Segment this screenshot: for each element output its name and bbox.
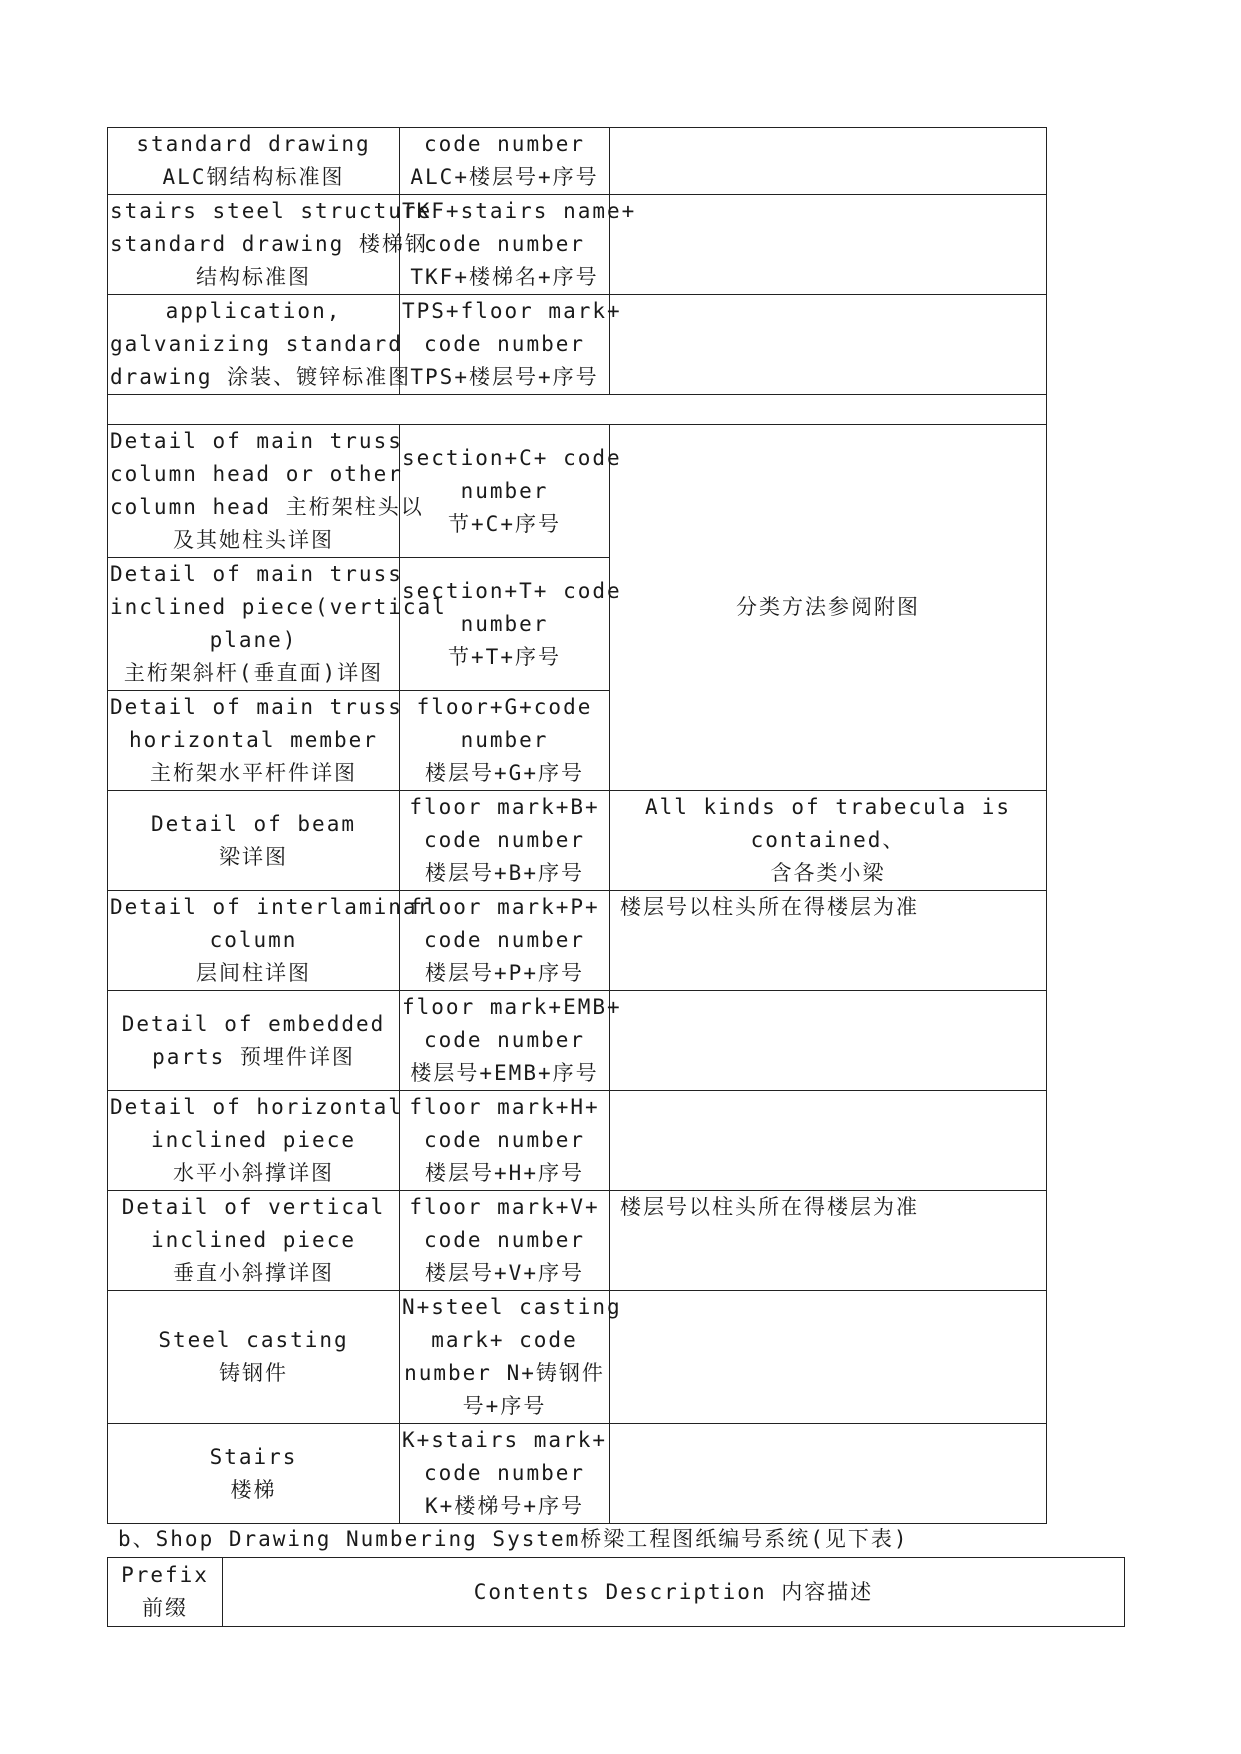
code-format-cell-line: number: [460, 611, 549, 636]
table-row: [108, 791, 1047, 891]
drawing-type-cell-line: plane): [209, 628, 298, 652]
code-format-cell-line: code number: [423, 1228, 586, 1252]
code-format-cell-line: code number: [423, 828, 586, 852]
note-cell-line: 楼层号以柱头所在得楼层为准: [620, 895, 919, 919]
prefix-label-zh: 前缀: [142, 1596, 188, 1620]
drawing-type-cell: [108, 1091, 403, 1191]
note-cell: [610, 991, 1047, 1091]
code-format-cell-line: floor mark+H+: [409, 1095, 600, 1119]
prefix-label-en: Prefix: [121, 1563, 209, 1587]
code-format-cell-line: code number: [423, 1461, 586, 1485]
code-format-cell: [400, 891, 610, 991]
code-format-cell-line: code number: [423, 928, 586, 952]
code-format-cell-line: 楼层号+B+序号: [425, 861, 584, 885]
table-row: [108, 1424, 1047, 1524]
code-format-cell-line: number N+铸钢件: [404, 1361, 605, 1385]
drawing-type-cell-line: 梁详图: [219, 844, 288, 869]
code-format-cell-line: floor mark+V+: [409, 1195, 600, 1219]
code-format-cell-line: K+stairs mark+: [402, 1428, 608, 1452]
drawing-type-cell-line: Detail of main truss: [110, 562, 403, 586]
code-format-cell: [400, 1291, 622, 1424]
drawing-type-cell-line: Detail of interlaminar: [110, 895, 433, 919]
note-cell: [610, 791, 1047, 891]
table-row: [108, 891, 1047, 991]
note-cell: [610, 891, 1047, 991]
drawing-type-cell-line: inclined piece: [150, 1228, 356, 1252]
code-format-cell: [400, 425, 622, 558]
code-format-cell-line: section+C+ code: [402, 445, 622, 470]
code-format-cell: [400, 991, 622, 1091]
code-format-cell-line: 楼层号+EMB+序号: [410, 1061, 599, 1085]
section-caption: b、Shop Drawing Numbering System桥梁工程图纸编号系统(见下表): [118, 1527, 909, 1551]
drawing-type-cell-line: 铸钢件: [219, 1361, 288, 1385]
separator-row: [108, 395, 1047, 425]
prefix-header-cell: [108, 1558, 223, 1627]
code-format-cell-line: code number: [423, 1128, 586, 1152]
code-format-cell: [400, 791, 610, 891]
merged-note-text: 分类方法参阅附图: [736, 595, 920, 619]
drawing-type-cell-line: standard drawing 楼梯钢: [110, 232, 428, 256]
note-cell: [610, 1091, 1047, 1191]
drawing-type-cell-line: 楼梯: [230, 1477, 277, 1502]
code-format-cell-line: code number: [423, 132, 586, 156]
table-row: [108, 1191, 1047, 1291]
code-format-cell: [400, 1424, 610, 1524]
drawing-type-cell: [108, 991, 400, 1091]
drawing-type-cell: [108, 128, 400, 195]
drawing-type-cell-line: column: [209, 928, 298, 952]
drawing-type-cell-line: standard drawing: [136, 132, 371, 156]
drawing-type-cell-line: inclined piece(vertical: [110, 595, 447, 619]
drawing-numbering-table: [107, 127, 1047, 1524]
table-row: [108, 991, 1047, 1091]
drawing-type-cell-line: column head 主桁架柱头以: [110, 495, 424, 519]
drawing-type-cell-line: Detail of beam: [150, 811, 356, 836]
code-format-cell-line: TPS+floor mark+: [402, 299, 622, 323]
drawing-type-cell-line: galvanizing standard: [110, 332, 403, 356]
drawing-type-cell-line: 主桁架斜杆(垂直面)详图: [123, 661, 384, 685]
note-cell: [610, 1291, 1047, 1424]
drawing-type-cell-line: 及其她柱头详图: [173, 528, 334, 552]
drawing-type-cell-line: Steel casting: [158, 1328, 349, 1352]
code-format-cell-line: N+steel casting: [402, 1295, 622, 1319]
code-format-cell-line: code number: [423, 332, 586, 356]
table-row: [108, 1091, 1047, 1191]
drawing-type-cell-line: Detail of embedded: [121, 1011, 386, 1036]
drawing-type-cell-line: Detail of main truss: [110, 429, 403, 453]
drawing-type-cell-line: Detail of horizontal: [110, 1095, 403, 1119]
table-row: [108, 195, 1047, 295]
code-format-cell-line: 节+C+序号: [448, 511, 561, 536]
code-format-cell: [400, 1091, 610, 1191]
code-format-cell-line: TKF+stairs name+: [402, 199, 637, 223]
drawing-type-cell: [108, 558, 447, 691]
drawing-type-cell-line: inclined piece: [150, 1128, 356, 1152]
drawing-type-cell-line: Stairs: [209, 1444, 298, 1469]
drawing-type-cell-line: 水平小斜撑详图: [173, 1161, 334, 1185]
code-format-cell-line: section+T+ code: [402, 578, 622, 603]
drawing-type-cell: [108, 691, 403, 791]
code-format-cell-line: floor+G+code: [416, 695, 593, 719]
code-format-cell-line: 节+T+序号: [448, 644, 561, 669]
note-cell-line: 楼层号以柱头所在得楼层为准: [620, 1195, 919, 1219]
drawing-type-cell-line: stairs steel structure: [110, 199, 433, 223]
code-format-cell: [400, 128, 610, 195]
drawing-type-cell-line: application,: [165, 299, 342, 323]
drawing-type-cell-line: 垂直小斜撑详图: [173, 1261, 334, 1285]
code-format-cell-line: code number: [423, 1028, 586, 1052]
code-format-cell-line: number: [460, 728, 549, 752]
prefix-header-row: [108, 1558, 1125, 1627]
note-cell: [610, 1191, 1047, 1291]
note-cell-line: 含各类小梁: [770, 861, 886, 885]
code-format-cell-line: code number: [423, 232, 586, 256]
code-format-cell-line: 楼层号+G+序号: [425, 761, 584, 785]
separator-cell: [108, 395, 1047, 425]
code-format-cell-line: floor mark+B+: [409, 795, 600, 819]
table-row: [108, 425, 1047, 558]
code-format-cell-line: TKF+楼梯名+序号: [410, 265, 599, 289]
contents-label: Contents Description 内容描述: [473, 1579, 874, 1604]
drawing-type-cell-line: 结构标准图: [196, 265, 311, 289]
drawing-type-cell-line: column head or other: [110, 462, 403, 486]
note-cell-line: All kinds of trabecula is: [644, 795, 1012, 819]
drawing-type-cell: [108, 425, 424, 558]
code-format-cell-line: K+楼梯号+序号: [425, 1494, 584, 1518]
code-format-cell-line: floor mark+EMB+: [402, 995, 622, 1019]
merged-note-cell: [610, 425, 1047, 791]
code-format-cell-line: 号+序号: [462, 1394, 547, 1418]
table-row: [108, 128, 1047, 195]
code-format-cell-line: number: [460, 478, 549, 503]
note-cell-line: contained、: [750, 828, 906, 852]
note-cell: [610, 128, 1047, 195]
code-format-cell-line: 楼层号+V+序号: [425, 1261, 584, 1285]
code-format-cell-line: mark+ code: [431, 1328, 578, 1352]
code-format-cell: [400, 558, 622, 691]
drawing-type-cell: [108, 195, 433, 295]
drawing-type-cell: [108, 295, 412, 395]
drawing-type-cell: [108, 791, 400, 891]
contents-header-cell: [223, 1558, 1125, 1627]
drawing-type-cell: [108, 1191, 400, 1291]
note-cell: [610, 1424, 1047, 1524]
code-format-cell-line: TPS+楼层号+序号: [410, 365, 599, 389]
code-format-cell: [400, 691, 610, 791]
drawing-type-cell: [108, 1424, 400, 1524]
drawing-type-cell-line: parts 预埋件详图: [152, 1044, 355, 1069]
drawing-type-cell-line: 层间柱详图: [196, 961, 311, 985]
prefix-table: [107, 1557, 1125, 1627]
code-format-cell-line: floor mark+P+: [409, 895, 600, 919]
drawing-type-cell-line: ALC钢结构标准图: [162, 165, 345, 189]
note-cell: [610, 295, 1047, 395]
code-format-cell-line: ALC+楼层号+序号: [410, 165, 599, 189]
code-format-cell: [400, 195, 637, 295]
code-format-cell-line: 楼层号+H+序号: [425, 1161, 584, 1185]
code-format-cell: [400, 295, 622, 395]
drawing-type-cell: [108, 1291, 400, 1424]
table-row: [108, 1291, 1047, 1424]
drawing-type-cell-line: 主桁架水平杆件详图: [150, 761, 357, 785]
drawing-type-cell-line: horizontal member: [129, 728, 378, 752]
code-format-cell-line: 楼层号+P+序号: [425, 961, 584, 985]
code-format-cell: [400, 1191, 610, 1291]
drawing-type-cell: [108, 891, 433, 991]
drawing-type-cell-line: Detail of main truss: [110, 695, 403, 719]
table-row: [108, 295, 1047, 395]
drawing-type-cell-line: Detail of vertical: [121, 1195, 386, 1219]
drawing-type-cell-line: drawing 涂装、镀锌标准图: [110, 365, 412, 389]
note-cell: [610, 195, 1047, 295]
